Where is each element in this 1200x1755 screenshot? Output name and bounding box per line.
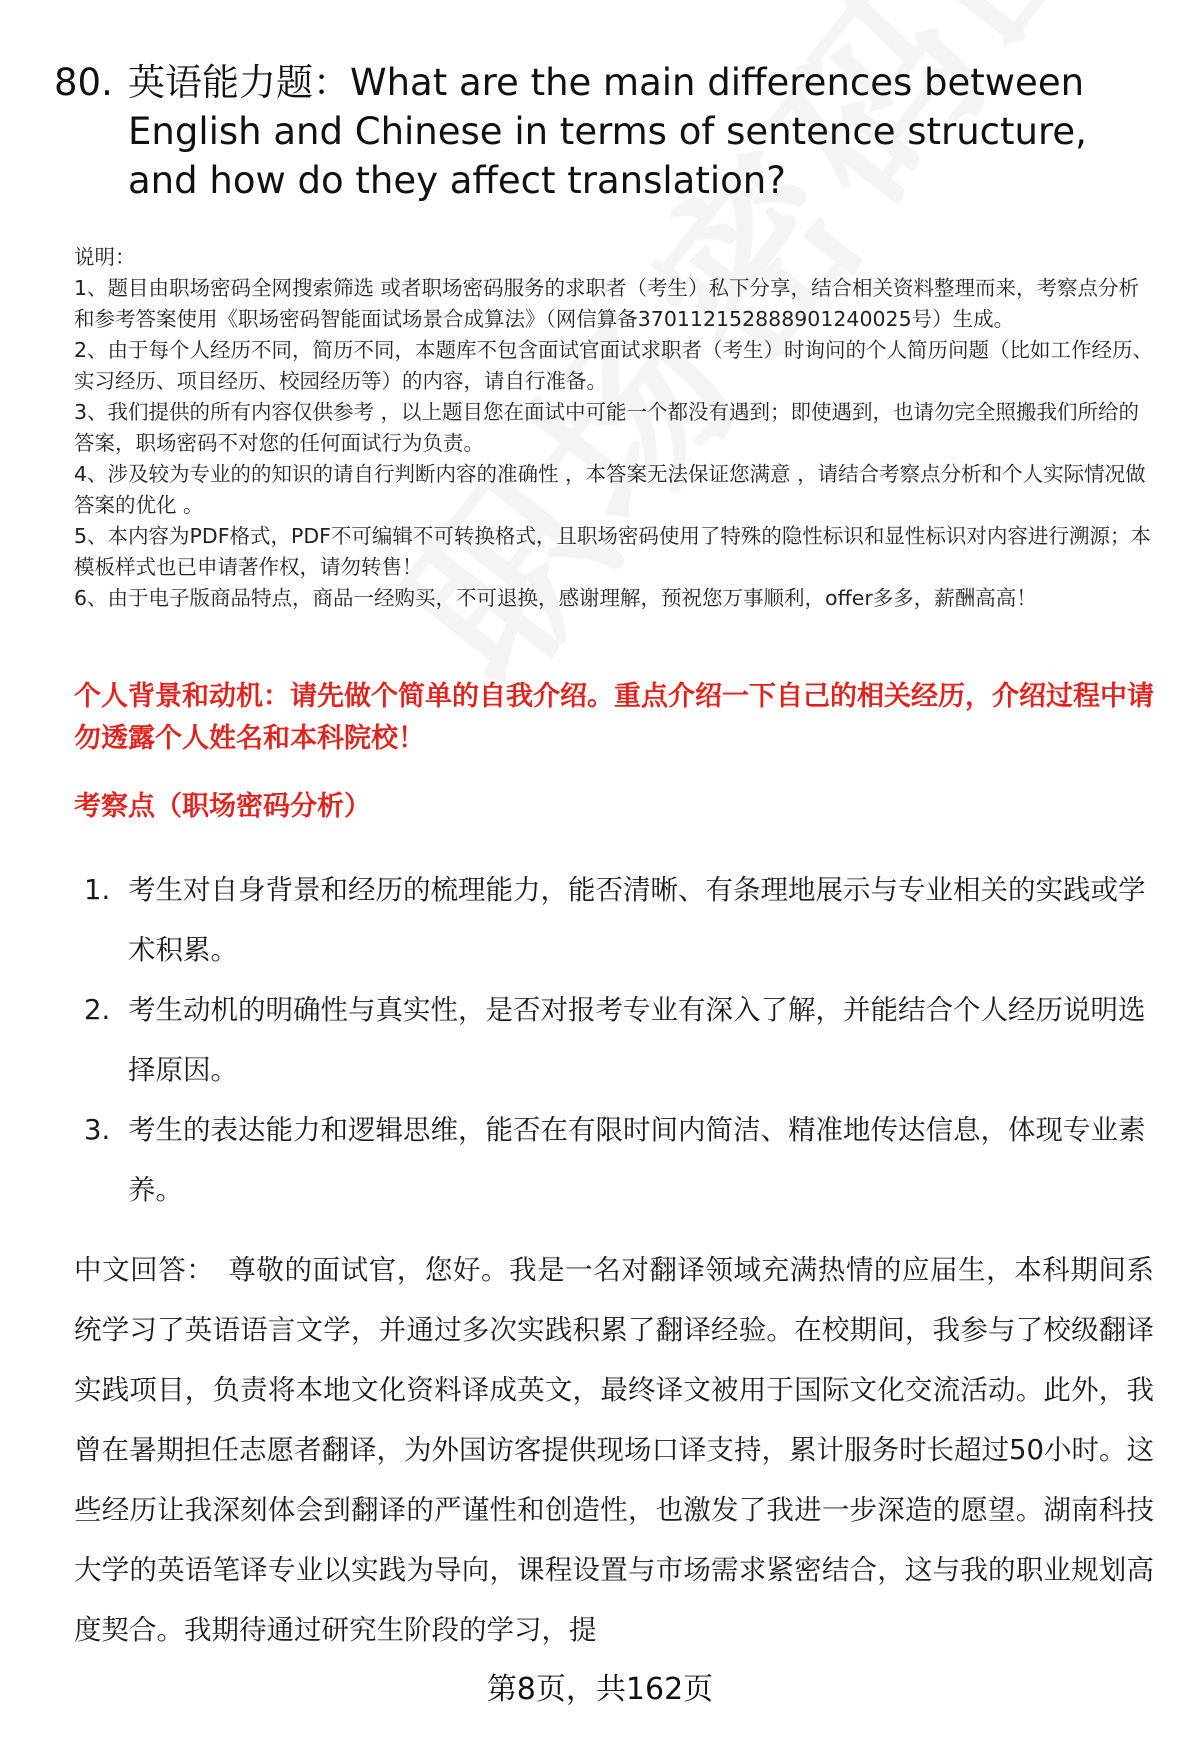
list-item — [74, 860, 1154, 980]
question-text: 英语能力题：What are the main differences between English and Chinese in terms of sentence structure, and how do they affect translation? — [128, 61, 1087, 202]
note-item: 5、本内容为PDF格式，PDF不可编辑不可转换格式，且职场密码使用了特殊的隐性标识和显性标识对内容进行溯源；本模板样式也已申请著作权，请勿转售！ — [74, 524, 1151, 579]
note-item: 3、我们提供的所有内容仅供参考 ，以上题目您在面试中可能一个都没有遇到；即使遇到，也请勿完全照搬我们所给的答案，职场密码不对您的任何面试行为负责。 — [74, 400, 1140, 455]
question-heading — [54, 58, 1164, 205]
list-item-number: 2. — [84, 994, 111, 1026]
notes-title: 说明： — [74, 245, 136, 269]
page-number: 第8页，共162页 — [486, 1672, 714, 1707]
points-heading: 考察点（职场密码分析） — [74, 791, 371, 822]
list-item — [74, 1100, 1154, 1220]
note-item: 1、题目由职场密码全网搜索筛选 或者职场密码服务的求职者（考生）私下分享，结合相关资料整理而来，考察点分析和参考答案使用《职场密码智能面试场景合成算法》（网信算备370112152888901240025号）生成。 — [74, 276, 1140, 331]
list-item-text: 考生动机的明确性与真实性，是否对报考专业有深入了解，并能结合个人经历说明选择原因。 — [128, 994, 1146, 1086]
list-item-text: 考生的表达能力和逻辑思维，能否在有限时间内简洁、精准地传达信息，体现专业素养。 — [128, 1114, 1146, 1206]
answer-paragraph — [74, 1240, 1154, 1660]
answer-label: 中文回答： — [74, 1254, 215, 1286]
answer-text: 尊敬的面试官，您好。我是一名对翻译领域充满热情的应届生，本科期间系统学习了英语语言文学，并通过多次实践积累了翻译经验。在校期间，我参与了校级翻译实践项目，负责将本地文化资料译成英文，最终译文被用于国际文化交流活动。此外，我曾在暑期担任志愿者翻译，为外国访客提供现场口译支持，累计服务时长超过50小时。这些经历让我深刻体会到翻译的严谨性和创造性，也激发了我进一步深造的愿望。湖南科技大学的英语笔译专业以实践为导向，课程设置与市场需求紧密结合，这与我的职业规划高度契合。我期待通过研究生阶段的学习，提 — [74, 1254, 1155, 1646]
points-list — [74, 860, 1154, 1220]
notes-block — [74, 242, 1154, 614]
note-item: 4、涉及较为专业的的知识的请自行判断内容的准确性 ，本答案无法保证您满意 ，请结合考察点分析和个人实际情况做答案的优化 。 — [74, 462, 1146, 517]
note-item: 2、由于每个人经历不同，简历不同，本题库不包含面试官面试求职者（考生）时询问的个人简历问题（比如工作经历、实习经历、项目经历、校园经历等）的内容，请自行准备。 — [74, 338, 1154, 393]
list-item-number: 3. — [84, 1114, 111, 1146]
section-title: 个人背景和动机：请先做个简单的自我介绍。重点介绍一下自己的相关经历，介绍过程中请勿透露个人姓名和本科院校！ — [74, 681, 1154, 754]
list-item-number: 1. — [84, 874, 111, 906]
note-item: 6、由于电子版商品特点，商品一经购买，不可退换，感谢理解，预祝您万事顺利，offer多多，薪酬高高！ — [74, 586, 1037, 610]
list-item-text: 考生对自身背景和经历的梳理能力，能否清晰、有条理地展示与专业相关的实践或学术积累。 — [128, 874, 1146, 966]
list-item — [74, 980, 1154, 1100]
question-number: 80. — [54, 61, 113, 104]
